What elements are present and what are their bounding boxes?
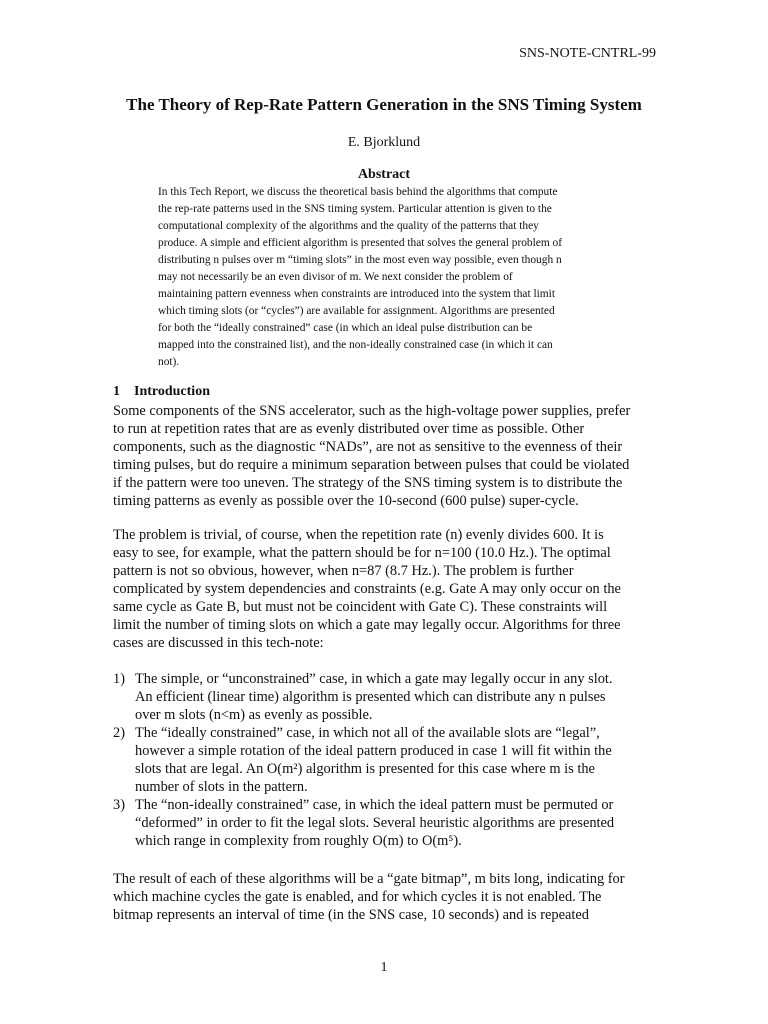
text-line: slots that are legal. An O(m²) algorithm is presented for this case where m is the <box>135 761 595 777</box>
list-number: 2) <box>113 725 125 741</box>
text-line: The result of each of these algorithms will be a “gate bitmap”, m bits long, indicating for <box>113 871 625 887</box>
list-number: 1) <box>113 671 125 687</box>
section-title: Introduction <box>134 384 210 399</box>
text-line: which machine cycles the gate is enabled, and for which cycles it is not enabled. The <box>113 889 602 905</box>
abstract-line: In this Tech Report, we discuss the theoretical basis behind the algorithms that compute <box>158 186 558 198</box>
text-line: “deformed” in order to fit the legal slots. Several heuristic algorithms are presented <box>135 815 615 831</box>
text-line: components, such as the diagnostic “NADs”, are not as sensitive to the evenness of their <box>113 439 623 455</box>
report-id: SNS-NOTE-CNTRL-99 <box>519 46 656 61</box>
abstract-line: not). <box>158 356 180 368</box>
text-line: timing pulses, but do require a minimum separation between pulses that could be violated <box>113 457 630 473</box>
paper-title: The Theory of Rep-Rate Pattern Generation in the SNS Timing System <box>126 95 642 114</box>
text-line: however a simple rotation of the ideal pattern produced in case 1 will fit within the <box>135 743 612 759</box>
abstract-line: the rep-rate patterns used in the SNS timing system. Particular attention is given to the <box>158 203 552 215</box>
text-line: An efficient (linear time) algorithm is presented which can distribute any n pulses <box>135 689 606 705</box>
page-number: 1 <box>380 960 388 975</box>
abstract-line: may not necessarily be an even divisor of m. We next consider the problem of <box>158 271 513 283</box>
text-line: easy to see, for example, what the pattern should be for n=100 (10.0 Hz.). The optimal <box>113 545 611 561</box>
abstract-line: distributing n pulses over m “timing slots” in the most even way possible, even though n <box>158 254 562 266</box>
text-line: to run at repetition rates that are as evenly distributed over time as possible. Other <box>113 421 585 437</box>
text-line: if the pattern were too uneven. The strategy of the SNS timing system is to distribute the <box>113 475 623 491</box>
section-heading <box>113 384 224 400</box>
list-item <box>113 724 614 796</box>
abstract-text <box>158 184 610 371</box>
intro-paragraph-3 <box>113 870 663 924</box>
text-line: number of slots in the pattern. <box>135 779 308 795</box>
intro-paragraph-2 <box>113 526 663 652</box>
text-line: timing patterns as evenly as possible over the 10-second (600 pulse) super-cycle. <box>113 493 579 509</box>
text-line: bitmap represents an interval of time (in the SNS case, 10 seconds) and is repeated <box>113 907 589 923</box>
text-line: The problem is trivial, of course, when the repetition rate (n) evenly divides 600. It is <box>113 527 604 543</box>
abstract-line: mapped into the constrained list), and the non-ideally constrained case (in which it can <box>158 339 553 351</box>
algorithm-case-list <box>113 670 614 850</box>
text-line: limit the number of timing slots on which a gate may legally occur. Algorithms for three <box>113 617 621 633</box>
section-number: 1 <box>113 384 120 399</box>
text-line: Some components of the SNS accelerator, such as the high-voltage power supplies, prefer <box>113 403 631 419</box>
abstract-heading: Abstract <box>357 167 411 182</box>
text-line: complicated by system dependencies and constraints (e.g. Gate A may only occur on the <box>113 581 621 597</box>
list-item <box>113 670 614 724</box>
list-number: 3) <box>113 797 125 813</box>
author: E. Bjorklund <box>347 135 421 150</box>
abstract-line: computational complexity of the algorithms and the quality of the patterns that they <box>158 220 539 232</box>
text-line: The “ideally constrained” case, in which not all of the available slots are “legal”, <box>135 725 600 741</box>
text-line: pattern is not so obvious, however, when n=87 (8.7 Hz.). The problem is further <box>113 563 574 579</box>
text-line: The “non-ideally constrained” case, in which the ideal pattern must be permuted or <box>135 797 614 813</box>
text-line: which range in complexity from roughly O(m) to O(m⁵). <box>135 833 462 849</box>
text-line: The simple, or “unconstrained” case, in which a gate may legally occur in any slot. <box>135 671 613 687</box>
list-item <box>113 796 614 850</box>
text-line: same cycle as Gate B, but must not be coincident with Gate C). These constraints will <box>113 599 608 615</box>
intro-paragraph-1 <box>113 402 663 510</box>
text-line: cases are discussed in this tech-note: <box>113 635 324 651</box>
abstract-line: for both the “ideally constrained” case (in which an ideal pulse distribution can be <box>158 322 533 334</box>
text-line: over m slots (n<m) as evenly as possible. <box>135 707 373 723</box>
abstract-line: which timing slots (or “cycles”) are available for assignment. Algorithms are presented <box>158 305 555 317</box>
abstract-line: maintaining pattern evenness when constraints are introduced into the system that limit <box>158 288 555 300</box>
abstract-line: produce. A simple and efficient algorithm is presented that solves the general problem of <box>158 237 563 249</box>
